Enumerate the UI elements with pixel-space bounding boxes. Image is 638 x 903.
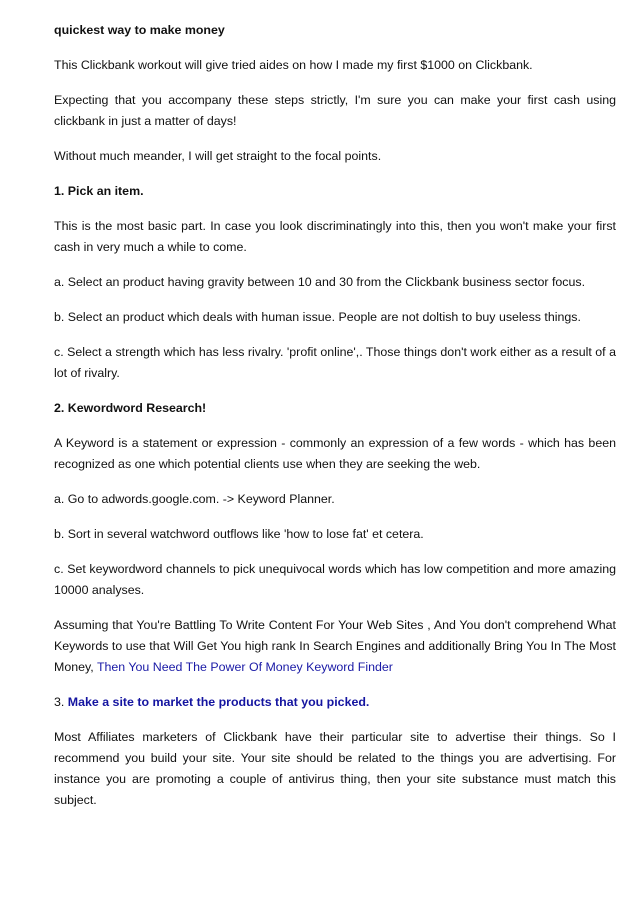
- section-3-body: Most Affiliates marketers of Clickbank have their particular site to advertise their things. So I recommend you build your site. Your site should be related to the things you are advertising. For instance you are promoting a couple of antivirus thing, then your site substance must match this subject.: [54, 730, 616, 807]
- section-2-item-b: b. Sort in several watchword outflows like 'how to lose fat' et cetera.: [54, 527, 424, 541]
- section-2-heading: 2. Kewordword Research!: [54, 401, 207, 415]
- section-1-heading: 1. Pick an item.: [54, 184, 144, 198]
- promo-text: Assuming that You're Battling To Write Content For Your Web Sites , And You don't comprehend What Keywords to use that Will Get You high rank In Search Engines and additionally Bring You In The Most Money,: [54, 618, 616, 674]
- section-1-item-a: a. Select an product having gravity between 10 and 30 from the Clickbank business sector focus.: [54, 275, 586, 289]
- section-3-number: 3.: [54, 695, 68, 709]
- section-1-item-b: b. Select an product which deals with human issue. People are not doltish to buy useless things.: [54, 310, 581, 324]
- section-2-item-c: c. Set keywordword channels to pick unequivocal words which has low competition and more amazing 10000 analyses.: [54, 562, 616, 597]
- intro-paragraph-2: Expecting that you accompany these steps strictly, I'm sure you can make your first cash using clickbank in just a matter of days!: [54, 93, 616, 128]
- section-1-item-c: c. Select a strength which has less rivalry. 'profit online',. Those things don't work either as a result of a lot of rivalry.: [54, 345, 616, 380]
- money-keyword-finder-link[interactable]: Then You Need The Power Of Money Keyword Finder: [96, 660, 393, 674]
- promo-paragraph: [54, 615, 616, 678]
- section-2-item-a: a. Go to adwords.google.com. -> Keyword Planner.: [54, 492, 335, 506]
- section-3-heading-link[interactable]: Make a site to market the products that you picked.: [67, 695, 370, 709]
- section-3-heading: [54, 692, 616, 713]
- section-2-body: A Keyword is a statement or expression - commonly an expression of a few words - which has been recognized as one which potential clients use when they are seeking the web.: [54, 436, 616, 471]
- intro-paragraph-3: Without much meander, I will get straight to the focal points.: [54, 149, 382, 163]
- page-title: quickest way to make money: [54, 23, 225, 37]
- intro-paragraph-1: This Clickbank workout will give tried aides on how I made my first $1000 on Clickbank.: [54, 58, 533, 72]
- section-1-body: This is the most basic part. In case you look discriminatingly into this, then you won't make your first cash in very much a while to come.: [54, 219, 616, 254]
